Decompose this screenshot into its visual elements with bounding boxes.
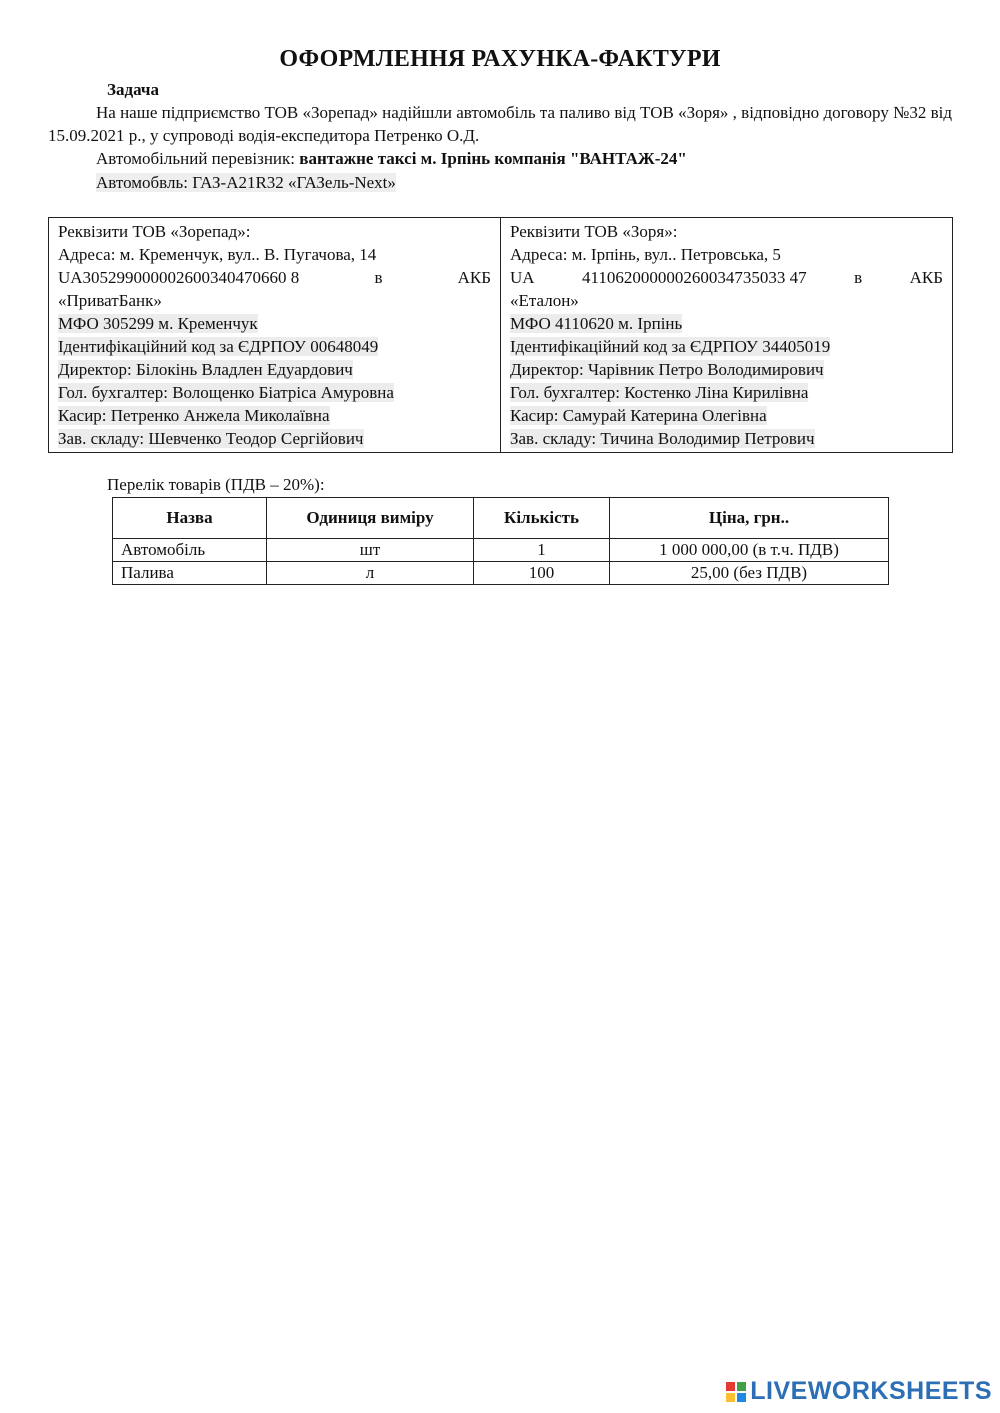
right-bank: «Еталон» — [510, 291, 579, 310]
right-account-bank-prefix: АКБ — [909, 268, 943, 287]
left-account-line — [58, 266, 491, 289]
row-quantity: 100 — [474, 562, 610, 585]
left-header: Реквізити ТОВ «Зорепад»: — [58, 222, 251, 241]
right-cashier: Касир: Самурай Катерина Олегівна — [510, 406, 767, 425]
right-account-prefix: UA — [510, 268, 535, 287]
right-edrpou: Ідентифікаційний код за ЄДРПОУ 34405019 — [510, 337, 831, 356]
left-edrpou: Ідентифікаційний код за ЄДРПОУ 00648049 — [58, 337, 379, 356]
left-address: Адреса: м. Кременчук, вул.. В. Пугачова, 14 — [58, 245, 377, 264]
table-row — [113, 539, 889, 562]
left-warehouse: Зав. складу: Шевченко Теодор Сергійович — [58, 429, 364, 448]
vehicle-value: ГАЗ-А21R32 «ГАЗель-Next» — [192, 173, 396, 192]
logo-square-yellow — [726, 1393, 735, 1402]
left-director: Директор: Білокінь Владлен Едуардович — [58, 360, 353, 379]
carrier-label: Автомобільний перевізник: — [96, 149, 300, 168]
right-warehouse: Зав. складу: Тичина Володимир Петрович — [510, 429, 815, 448]
right-account-line — [510, 266, 943, 289]
left-accountant: Гол. бухгалтер: Волощенко Біатріса Амуровна — [58, 383, 394, 402]
vehicle-line — [96, 171, 952, 194]
header-price: Ціна, грн.. — [610, 498, 889, 539]
goods-header-row — [113, 498, 889, 539]
vehicle-text — [96, 173, 396, 192]
row-unit: л — [267, 562, 474, 585]
requisites-left — [49, 218, 501, 453]
liveworksheets-text: LIVEWORKSHEETS — [750, 1377, 992, 1405]
table-row — [113, 562, 889, 585]
header-quantity: Кількість — [474, 498, 610, 539]
right-header: Реквізити ТОВ «Зоря»: — [510, 222, 678, 241]
left-account-bank-prefix: АКБ — [457, 268, 491, 287]
row-unit: шт — [267, 539, 474, 562]
carrier-line — [96, 147, 952, 170]
document-title: ОФОРМЛЕННЯ РАХУНКА-ФАКТУРИ — [279, 46, 721, 72]
right-accountant: Гол. бухгалтер: Костенко Ліна Кирилівна — [510, 383, 809, 402]
right-account-in: в — [854, 268, 863, 287]
header-name: Назва — [113, 498, 267, 539]
row-name: Автомобіль — [113, 539, 267, 562]
left-cashier: Касир: Петренко Анжела Миколаївна — [58, 406, 330, 425]
vehicle-label: Автомобвль: — [96, 173, 193, 192]
left-account-in: в — [374, 268, 383, 287]
liveworksheets-logo — [726, 1377, 992, 1406]
carrier-value: вантажне таксі м. Ірпінь компанія "ВАНТАЖ-24" — [299, 149, 687, 168]
goods-caption: Перелік товарів (ПДВ – 20%): — [107, 475, 325, 494]
logo-square-red — [726, 1382, 735, 1391]
right-director: Директор: Чарівник Петро Володимирович — [510, 360, 824, 379]
row-price: 1 000 000,00 (в т.ч. ПДВ) — [610, 539, 889, 562]
task-paragraph: На наше підприємство ТОВ «Зорепад» надійшли автомобіль та паливо від ТОВ «Зоря» , відповідно договору №32 від 15.09.2021 р., у супроводі водія-експедитора Петренко О.Д. — [48, 103, 952, 145]
left-account: UA305299000002600340470660 8 — [58, 268, 300, 287]
header-unit: Одиниця виміру — [267, 498, 474, 539]
left-bank: «ПриватБанк» — [58, 291, 162, 310]
liveworksheets-logo-icon — [726, 1382, 746, 1402]
right-account: 411062000000260034735033 47 — [582, 268, 807, 287]
row-quantity: 1 — [474, 539, 610, 562]
logo-square-green — [737, 1382, 746, 1391]
requisites-right — [501, 218, 953, 453]
row-name: Палива — [113, 562, 267, 585]
right-mfo: МФО 4110620 м. Ірпінь — [510, 314, 683, 333]
row-price: 25,00 (без ПДВ) — [610, 562, 889, 585]
right-address: Адреса: м. Ірпінь, вул.. Петровська, 5 — [510, 245, 781, 264]
task-label: Задача — [107, 80, 159, 99]
goods-table — [112, 497, 889, 585]
requisites-table — [48, 217, 953, 453]
logo-square-blue — [737, 1393, 746, 1402]
left-mfo: МФО 305299 м. Кременчук — [58, 314, 258, 333]
